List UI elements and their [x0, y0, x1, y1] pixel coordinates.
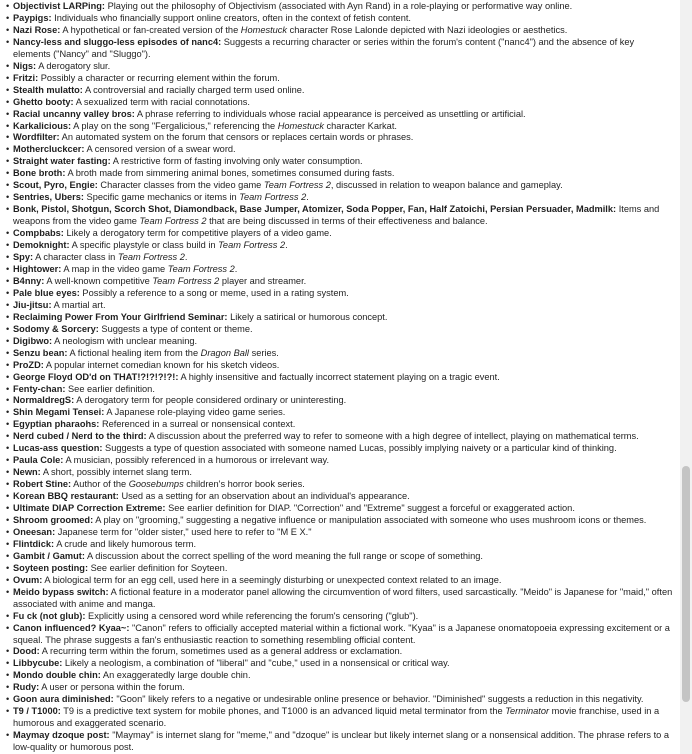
glossary-term: Shroom groomed: — [13, 514, 94, 525]
definition-text: A recurring term within the forum, sometimes used as a general address or exclamation. — [41, 646, 403, 657]
glossary-item — [6, 1, 674, 13]
definition-text: A biological term for an egg cell, used here in a seemingly disturbing or unexpected context related to an image. — [44, 574, 502, 585]
glossary-term: Dood: — [13, 646, 40, 657]
glossary-term: George Floyd OD'd on THAT!?!?!?!?!: — [13, 371, 179, 382]
definition-text: character Rose Lalonde depicted with Nazi ideologies or aesthetics. — [287, 24, 568, 35]
glossary-term: Racial uncanny valley bros: — [13, 108, 135, 119]
italic-title: Team Fortress 2 — [239, 192, 307, 203]
definition-text: A neologism with unclear meaning. — [54, 335, 198, 346]
glossary-term: Pale blue eyes: — [13, 287, 80, 298]
italic-title: Terminator — [505, 706, 550, 717]
glossary-item — [6, 228, 674, 240]
definition-text: Character classes from the video game — [100, 180, 264, 191]
glossary-item — [6, 646, 674, 658]
glossary-term: Oneesan: — [13, 526, 56, 537]
glossary-term: Digibwo: — [13, 335, 53, 346]
glossary-item — [6, 395, 674, 407]
glossary-item — [6, 407, 674, 419]
definition-text: A musician, possibly referenced in a humorous or irrelevant way. — [65, 455, 330, 466]
definition-text: A discussion about the preferred way to refer to someone with a high degree of intellect, playing on mathematical terms. — [148, 431, 639, 442]
glossary-item — [6, 503, 674, 515]
glossary-term: Korean BBQ restaurant: — [13, 491, 119, 502]
glossary-term: Bonk, Pistol, Shotgun, Scorch Shot, Diamondback, Base Jumper, Atomizer, Soda Popper, Fan, Half Zatoichi, Persian Persuader, Madmilk: — [13, 204, 617, 215]
glossary-term: Senzu bean: — [13, 347, 68, 358]
glossary-term: Objectivist LARPing: — [13, 1, 105, 11]
glossary-term: Nazi Rose: — [13, 24, 61, 35]
glossary-term: Soyteen posting: — [13, 562, 89, 573]
glossary-item — [6, 694, 674, 706]
italic-title: Team Fortress 2 — [139, 216, 207, 227]
glossary-item — [6, 240, 674, 252]
glossary-item — [6, 419, 674, 431]
glossary-term: Compbabs: — [13, 228, 64, 239]
glossary-term: Demoknight: — [13, 240, 70, 251]
glossary-term: Maymay dzoque post: — [13, 730, 110, 741]
definition-text: . — [234, 263, 238, 274]
glossary-term: Wordfilter: — [13, 132, 60, 143]
glossary-term: Bone broth: — [13, 168, 66, 179]
glossary-item — [6, 515, 674, 527]
glossary-item — [6, 730, 674, 754]
glossary-term: Hightower: — [13, 263, 62, 274]
definition-text: A character class in — [35, 252, 118, 263]
italic-title: Dragon Ball — [200, 347, 249, 358]
glossary-item — [6, 168, 674, 180]
glossary-term: Flintdick: — [13, 538, 55, 549]
glossary-item — [6, 539, 674, 551]
glossary-item — [6, 109, 674, 121]
definition-text: "Canon" refers to officially accepted material within a fictional work. "Kyaa" is a Japanese onomatopoeia expressing excitement or a squeal. The phrase suggests a fan's enthusiastic reaction to something resembling official content. — [13, 622, 670, 645]
definition-text: A sexualized term with racial connotations. — [75, 96, 250, 107]
glossary-item — [6, 587, 674, 611]
glossary-term: Shin Megami Tensei: — [13, 407, 105, 418]
definition-text: A discussion about the correct spelling of the word meaning the full range or scope of something. — [87, 550, 483, 561]
definition-text: A martial art. — [53, 299, 106, 310]
glossary-term: Sentries, Ubers: — [13, 192, 84, 203]
definition-text: A controversial and racially charged term used online. — [84, 84, 305, 95]
definition-text: movie franchise, used in a humorous and exaggerated scenario. — [13, 706, 660, 729]
definition-text: A popular internet comedian known for his sketch videos. — [45, 359, 280, 370]
glossary-item — [6, 85, 674, 97]
glossary-item — [6, 204, 674, 228]
glossary-item — [6, 455, 674, 467]
glossary-term: Mondo double chin: — [13, 670, 101, 681]
italic-title: Homestuck — [240, 24, 288, 35]
glossary-item — [6, 13, 674, 25]
glossary-item — [6, 527, 674, 539]
definition-text: A fictional feature in a moderator panel allowing the circumvention of word filters, used sarcastically. "Meido" is Japanese for "maid," often associated with anime and manga. — [13, 586, 673, 609]
glossary-item — [6, 611, 674, 623]
definition-text: T9 is a predictive text system for mobile phones, and T1000 is an advanced liquid metal terminator from the — [63, 706, 506, 717]
glossary-item — [6, 180, 674, 192]
glossary-item — [6, 443, 674, 455]
glossary-term: Ovum: — [13, 574, 43, 585]
definition-text: See earlier definition. — [68, 383, 155, 394]
glossary-term: Rudy: — [13, 682, 40, 693]
glossary-item — [6, 551, 674, 563]
glossary-item — [6, 563, 674, 575]
italic-title: Homestuck — [277, 120, 324, 131]
glossary-item — [6, 575, 674, 587]
glossary-item — [6, 121, 674, 133]
definition-text: . — [285, 240, 288, 251]
glossary-item — [6, 384, 674, 396]
glossary-item — [6, 336, 674, 348]
glossary-term: Fenty-chan: — [13, 383, 66, 394]
definition-text: Japanese term for "older sister," used here to refer to "M E X." — [57, 526, 312, 537]
glossary-term: Nancy-less and sluggo-less episodes of nanc4: — [13, 36, 222, 47]
definition-text: See earlier definition for DIAP. "Correction" and "Extreme" suggest a forceful or exaggerated action. — [168, 503, 575, 514]
glossary-term: Egyptian pharaohs: — [13, 419, 100, 430]
glossary-term: Nigs: — [13, 60, 37, 71]
definition-text: . — [184, 252, 188, 263]
definition-text: Likely a derogatory term for competitive players of a video game. — [66, 228, 332, 239]
glossary-term: Mothercluckcer: — [13, 144, 85, 155]
definition-text: A crude and likely humorous term. — [56, 538, 197, 549]
glossary-term: Fu ck (not glub): — [13, 610, 86, 621]
definition-text: Explicitly using a censored word while referencing the forum's censoring ("glub"). — [88, 610, 419, 621]
definition-text: Individuals who financially support online creators, often in the context of fetish content. — [54, 12, 411, 23]
definition-text: A censored version of a swear word. — [86, 144, 236, 155]
glossary-item — [6, 156, 674, 168]
definition-text: See earlier definition for Soyteen. — [90, 562, 228, 573]
vertical-scrollbar[interactable] — [680, 0, 692, 754]
definition-text: A broth made from simmering animal bones, sometimes consumed during fasts. — [67, 168, 395, 179]
definition-text: "Goon" likely refers to a negative or undesirable online presence or behavior. "Diminished" suggests a reduction in this negativity. — [116, 694, 644, 705]
glossary-item — [6, 192, 674, 204]
glossary-item — [6, 682, 674, 694]
glossary-item — [6, 670, 674, 682]
definition-text: A map in the video game — [63, 263, 168, 274]
definition-text: , discussed in relation to weapon balance and gameplay. — [330, 180, 563, 191]
glossary-term: NormaldregS: — [13, 395, 75, 406]
glossary-item — [6, 658, 674, 670]
glossary-item — [6, 623, 674, 647]
glossary-term: Newn: — [13, 467, 41, 478]
definition-text: A short, possibly internet slang term. — [42, 467, 192, 478]
italic-title: Team Fortress 2 — [152, 275, 220, 286]
definition-text: An exaggeratedly large double chin. — [102, 670, 251, 681]
glossary-term: Reclaiming Power From Your Girlfriend Seminar: — [13, 311, 228, 322]
glossary-term: Lucas-ass question: — [13, 443, 103, 454]
italic-title: Team Fortress 2 — [167, 263, 235, 274]
glossary-item — [6, 491, 674, 503]
glossary-item — [6, 61, 674, 73]
italic-title: Goosebumps — [128, 479, 184, 490]
definition-text: A derogatory slur. — [38, 60, 111, 71]
glossary-item — [6, 264, 674, 276]
definition-text: Likely a satirical or humorous concept. — [230, 311, 388, 322]
glossary-item — [6, 348, 674, 360]
definition-text: A derogatory term for people considered ordinary or uninteresting. — [76, 395, 347, 406]
definition-text: Likely a neologism, a combination of "liberal" and "cube," used in a nonsensical or critical way. — [64, 658, 450, 669]
definition-text: Specific game mechanics or items in — [86, 192, 240, 203]
glossary-term: Paula Cole: — [13, 455, 64, 466]
definition-text: . — [306, 192, 309, 203]
definition-text: player and streamer. — [219, 275, 307, 286]
definition-text: A well-known competitive — [46, 275, 153, 286]
glossary-item — [6, 372, 674, 384]
glossary-term: B4nny: — [13, 275, 45, 286]
glossary-term: Libbycube: — [13, 658, 63, 669]
glossary-item — [6, 467, 674, 479]
definition-text: Used as a setting for an observation about an individual's appearance. — [121, 491, 410, 502]
definition-text: Possibly a character or recurring element within the forum. — [40, 72, 280, 83]
definition-text: A hypothetical or fan-created version of the — [62, 24, 241, 35]
definition-text: Author of the — [73, 479, 129, 490]
italic-title: Team Fortress 2 — [117, 252, 185, 263]
definition-text: Items and weapons from the video game — [13, 204, 660, 227]
glossary-item — [6, 360, 674, 372]
glossary-term: Ghetto booty: — [13, 96, 74, 107]
glossary-term: Gambit / Gamut: — [13, 550, 85, 561]
definition-text: Possibly a reference to a song or meme, used in a rating system. — [82, 287, 349, 298]
glossary-term: Scout, Pyro, Engie: — [13, 180, 98, 191]
glossary-item — [6, 97, 674, 109]
glossary-term: Straight water fasting: — [13, 156, 111, 167]
definition-text: A fictional healing item from the — [69, 347, 201, 358]
definition-text: A highly insensitive and factually incorrect statement playing on a tragic event. — [180, 371, 500, 382]
glossary-item — [6, 252, 674, 264]
definition-text: An automated system on the forum that censors or replaces certain words or phrases. — [61, 132, 414, 143]
definition-text: A play on "grooming," suggesting a negative influence or manipulation associated with someone who uses mushroom icons or themes. — [95, 514, 647, 525]
italic-title: Team Fortress 2 — [263, 180, 331, 191]
glossary-term: Ultimate DIAP Correction Extreme: — [13, 503, 166, 514]
glossary-term: Spy: — [13, 252, 34, 263]
definition-text: A specific playstyle or class build in — [71, 240, 219, 251]
definition-text: A play on the song "Fergalicious," referencing the — [73, 120, 278, 131]
scrollbar-thumb[interactable] — [682, 466, 690, 702]
definition-text: series. — [249, 347, 279, 358]
glossary-item — [6, 312, 674, 324]
glossary-term: Stealth mulatto: — [13, 84, 83, 95]
glossary-item — [6, 73, 674, 85]
definition-text: A user or persona within the forum. — [41, 682, 185, 693]
glossary-item — [6, 276, 674, 288]
glossary-item — [6, 144, 674, 156]
definition-text: A restrictive form of fasting involving only water consumption. — [112, 156, 363, 167]
definition-text: Suggests a type of question associated with someone named Lucas, possibly implying naivety or a particular kind of thinking. — [105, 443, 617, 454]
glossary-item — [6, 300, 674, 312]
glossary-item — [6, 324, 674, 336]
glossary-term: T9 / T1000: — [13, 706, 61, 717]
definition-text: Referenced in a surreal or nonsensical context. — [101, 419, 296, 430]
glossary-term: Jiu-jitsu: — [13, 299, 52, 310]
glossary-item — [6, 479, 674, 491]
glossary-item — [6, 25, 674, 37]
definition-text: Playing out the philosophy of Objectivism (associated with Ayn Rand) in a role-playing or performative way online. — [107, 1, 573, 11]
definition-text: "Maymay" is internet slang for "meme," and "dzoque" is unclear but likely internet slang or a nonsensical addition. The phrase refers to a low-quality or humorous post. — [13, 730, 670, 753]
glossary-term: ProZD: — [13, 359, 44, 370]
glossary-item — [6, 706, 674, 730]
glossary-item — [6, 431, 674, 443]
glossary-term: Nerd cubed / Nerd to the third: — [13, 431, 147, 442]
glossary-item — [6, 37, 674, 61]
glossary-term: Robert Stine: — [13, 479, 72, 490]
definition-text: children's horror book series. — [183, 479, 305, 490]
definition-text: Suggests a recurring character or series within the forum's content ("nanc4") and the absence of key elements ("Nancy" and "Sluggo"). — [13, 36, 635, 59]
definition-text: Suggests a type of content or theme. — [101, 323, 253, 334]
glossary-item — [6, 132, 674, 144]
glossary-term: Fritzi: — [13, 72, 39, 83]
definition-text: A Japanese role-playing video game series. — [106, 407, 286, 418]
definition-text: A phrase referring to individuals whose racial appearance is perceived as unsettling or artificial. — [136, 108, 526, 119]
italic-title: Team Fortress 2 — [218, 240, 286, 251]
glossary-term: Meido bypass switch: — [13, 586, 109, 597]
glossary-term: Sodomy & Sorcery: — [13, 323, 99, 334]
glossary-term: Paypigs: — [13, 12, 52, 23]
glossary-term: Karkalicious: — [13, 120, 72, 131]
glossary-item — [6, 288, 674, 300]
definition-text: that are being discussed in terms of their effectiveness and balance. — [206, 216, 488, 227]
definition-text: character Karkat. — [323, 120, 397, 131]
glossary-term: Canon influenced? Kyaa~: — [13, 622, 130, 633]
glossary-term: Goon aura diminished: — [13, 694, 114, 705]
